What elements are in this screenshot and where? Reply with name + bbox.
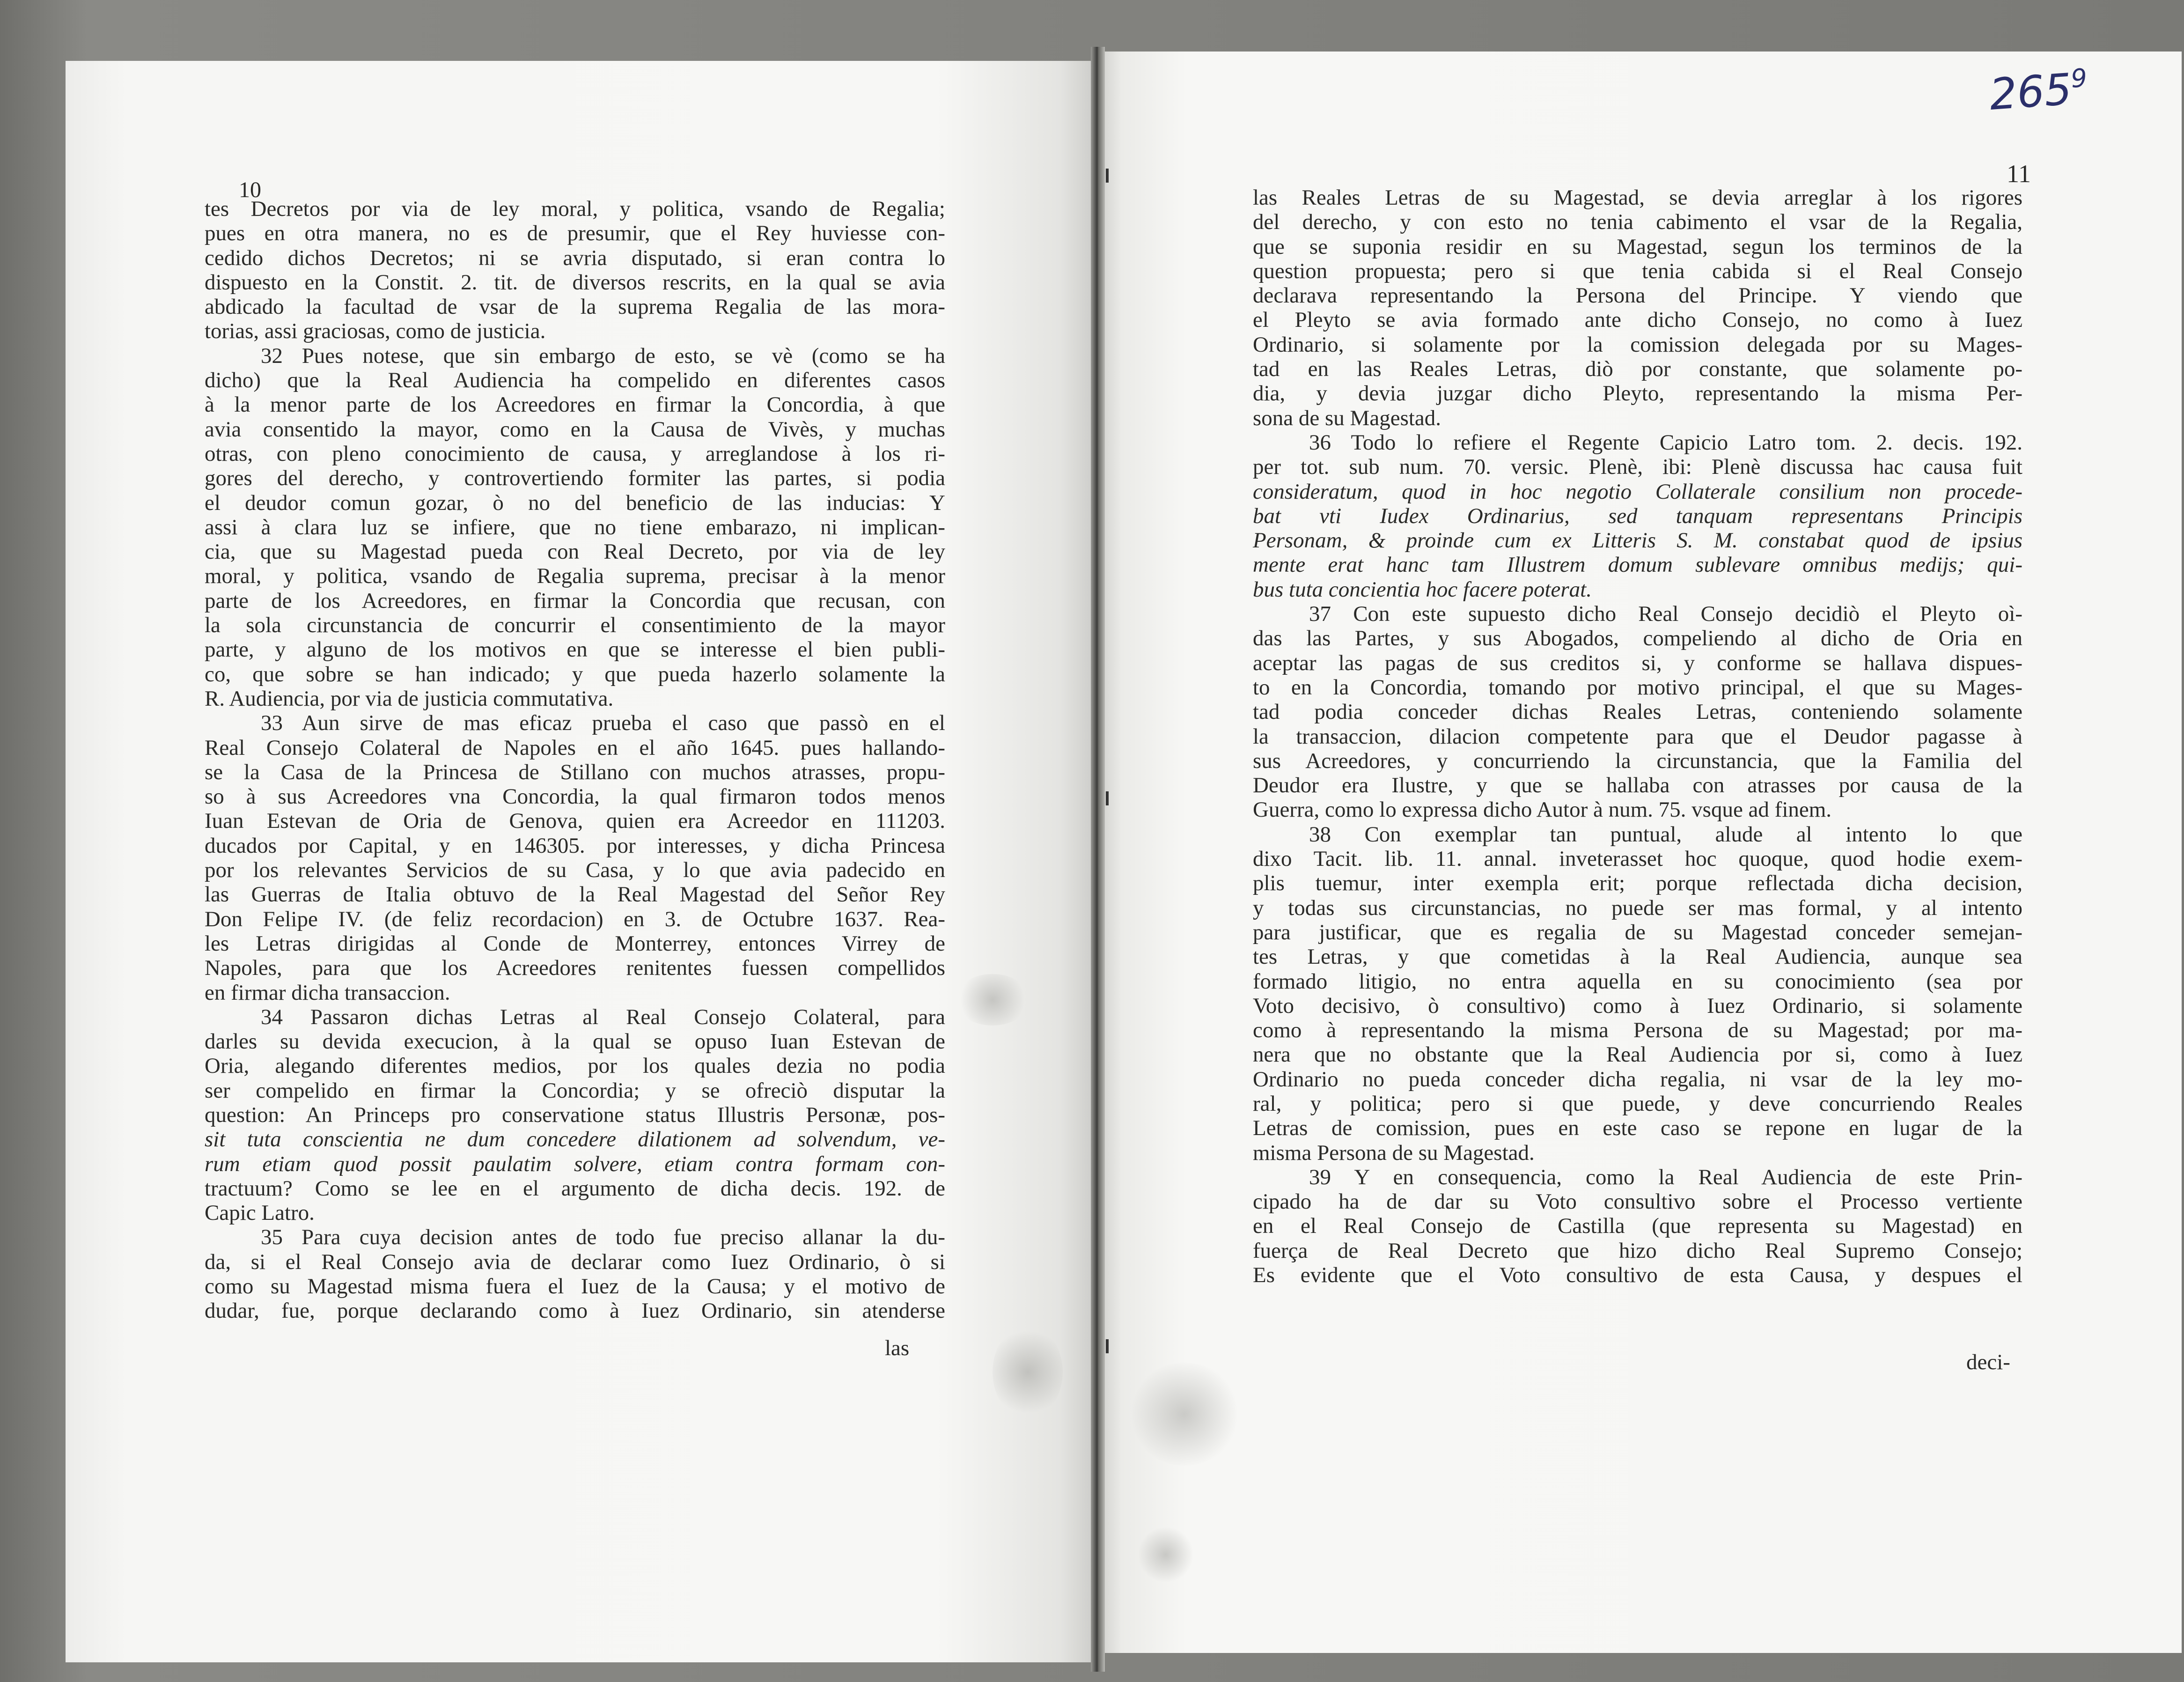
text-line: nera que no obstante que la Real Audiencia por si, como à Iuez — [1253, 1042, 2022, 1067]
text-line: misma Persona de su Magestad. — [1253, 1140, 1535, 1165]
text-line: les Letras dirigidas al Conde de Monterrey, entonces Virrey de — [205, 931, 945, 956]
text-line: co, que sobre se han indicado; y que pueda hazerlo solamente la — [205, 662, 945, 686]
stain — [955, 974, 1030, 1025]
latin-text-line: rum etiam quod possit paulatim solvere, etiam contra formam con- — [205, 1151, 945, 1176]
text-line: y todas sus circunstancias, no puede ser mas formal, y al intento — [1253, 895, 2022, 920]
text-line: to en la Concordia, tomando por motivo principal, el que su Mages- — [1253, 675, 2022, 700]
archive-folio-number: 265 — [1988, 64, 2074, 120]
text-line: aceptar las pagas de sus creditos si, y conforme se hallava dispues- — [1253, 650, 2022, 675]
text-line: dispuesto en la Constit. 2. tit. de diversos rescrits, en la qual se avia — [205, 270, 945, 295]
spine-mark — [1106, 169, 1109, 183]
text-line: question: An Princeps pro conservatione status Illustris Personæ, pos- — [205, 1102, 945, 1127]
latin-text-line: bat vti Iudex Ordinarius, sed tanquam representans Principis — [1253, 503, 2022, 528]
text-line: cia, que su Magestad pueda con Real Decreto, por via de ley — [205, 539, 945, 564]
text-line: question propuesta; pero si que tenia cabida si el Real Consejo — [1253, 258, 2022, 283]
archive-folio-stamp — [1988, 61, 2113, 126]
text-line: formado litigio, no entra aquella en su conocimiento (sea por — [1253, 969, 2022, 994]
text-line: à la menor parte de los Acreedores en firmar la Concordia, à que — [205, 392, 945, 417]
text-line: Es evidente que el Voto consultivo de esta Causa, y despues el — [1253, 1263, 2022, 1288]
paragraph-start: 34 Passaron dichas Letras al Real Consejo Colateral, para — [261, 1004, 945, 1029]
text-line: Real Consejo Colateral de Napoles en el año 1645. pues hallando- — [205, 735, 945, 760]
text-line: Voto decisivo, ò consultivo) como à Iuez Ordinario, si solamente — [1253, 993, 2022, 1018]
text-line: assi à clara luz se infiere, que no tiene embarazo, ni implican- — [205, 515, 945, 539]
text-line: tes Decretos por via de ley moral, y politica, vsando de Regalia; — [205, 197, 945, 221]
text-line: gores del derecho, y controvertiendo formiter las partes, si podia — [205, 466, 945, 491]
text-line: sona de su Magestad. — [1253, 406, 1441, 430]
text-line: avia consentido la mayor, como en la Causa de Vivès, y muchas — [205, 417, 945, 442]
book-gutter — [1091, 47, 1105, 1672]
spine-mark — [1106, 791, 1109, 805]
text-line: la transaccion, dilacion competente para que el Deudor pagasse à — [1253, 724, 2022, 749]
catchword: las — [885, 1336, 910, 1360]
archive-folio-extra: 9 — [2070, 63, 2088, 94]
latin-text-line: mente erat hanc tam Illustrem domum sublevare omnibus medijs; qui- — [1253, 553, 2022, 577]
text-line: en el Real Consejo de Castilla (que representa su Magestad) en — [1253, 1214, 2022, 1239]
text-line: dixo Tacit. lib. 11. annal. inveterasset hoc quoque, quod hodie exem- — [1253, 847, 2022, 871]
latin-text-line: consideratum, quod in hoc negotio Collaterale consilium non procede- — [1253, 479, 2022, 504]
text-line: pues en otra manera, no es de presumir, que el Rey huviesse con- — [205, 221, 945, 246]
left-page-text — [205, 197, 945, 1323]
text-line: como su Magestad misma fuera el Iuez de la Causa; y el motivo de — [205, 1274, 945, 1299]
paragraph-start: 33 Aun sirve de mas eficaz prueba el caso que passò en el — [261, 711, 945, 736]
text-line: en firmar dicha transaccion. — [205, 980, 450, 1005]
text-line: Ordinario, si solamente por la comission delegada por su Mages- — [1253, 332, 2022, 357]
text-line: del derecho, y con esto no tenia cabimento el vsar de la Regalia, — [1253, 210, 2022, 235]
text-line: Letras de comission, pues en este caso se repone en lugar de la — [1253, 1116, 2022, 1141]
text-line: declarava representando la Persona del Principe. Y viendo que — [1253, 283, 2022, 308]
text-line: para justificar, que es regalia de su Magestad conceder semejan- — [1253, 920, 2022, 944]
text-line: el deudor comun gozar, ò no del beneficio de las inducias: Y — [205, 490, 945, 515]
text-line: ser compelido en firmar la Concordia; y se ofreciò disputar la — [205, 1078, 945, 1103]
text-line: tractuum? Como se lee en el argumento de dicha decis. 192. de — [205, 1176, 945, 1201]
text-line: como à representando la misma Persona de su Magestad; por ma- — [1253, 1018, 2022, 1043]
text-line: fuerça de Real Decreto que hizo dicho Real Supremo Consejo; — [1253, 1238, 2022, 1263]
text-line: la sola circunstancia de concurrir el consentimiento de la mayor — [205, 613, 945, 638]
text-line: tad en las Reales Letras, diò por constante, que solamente po- — [1253, 357, 2022, 382]
paragraph-start: 35 Para cuya decision antes de todo fue preciso allanar la du- — [261, 1225, 945, 1250]
text-line: las Guerras de Italia obtuvo de la Real Magestad del Señor Rey — [205, 882, 945, 907]
paragraph-start: 39 Y en consequencia, como la Real Audiencia de este Prin- — [1309, 1165, 2022, 1189]
text-line: R. Audiencia, por via de justicia commutativa. — [205, 686, 614, 711]
text-line: Iuan Estevan de Oria de Genova, quien era Acreedor en 111203. — [205, 809, 945, 834]
text-line: Guerra, como lo expressa dicho Autor à num. 75. vsque ad finem. — [1253, 797, 1832, 822]
text-line: Ordinario no pueda conceder dicha regalia, ni vsar de la ley mo- — [1253, 1067, 2022, 1092]
text-line: sus Acreedores, y concurriendo la circunstancia, que la Familia del — [1253, 748, 2022, 773]
text-line: ducados por Capital, y en 146305. por interesses, y dicha Princesa — [205, 833, 945, 858]
text-line: dia, y devia juzgar dicho Pleyto, representando la misma Per- — [1253, 381, 2022, 406]
text-line: per tot. sub num. 70. versic. Plenè, ibi: Plenè discussa hac causa fuit — [1253, 455, 2022, 480]
text-line: das las Partes, y sus Abogados, compeliendo al dicho de Oria en — [1253, 626, 2022, 651]
text-line: las Reales Letras de su Magestad, se devia arreglar à los rigores — [1253, 185, 2022, 210]
text-line: tes Letras, y que cometidas à la Real Audiencia, aunque sea — [1253, 944, 2022, 969]
text-line: parte, y alguno de los motivos en que se interesse el bien publi- — [205, 637, 945, 662]
text-line: parte de los Acreedores, en firmar la Concordia que recusan, con — [205, 588, 945, 613]
text-line: tad podia conceder dichas Reales Letras, conteniendo solamente — [1253, 700, 2022, 724]
latin-text-line: sit tuta conscientia ne dum concedere dilationem ad solvendum, ve- — [205, 1127, 945, 1152]
text-line: el Pleyto se avia formado ante dicho Consejo, no como à Iuez — [1253, 308, 2022, 332]
text-line: que se suponia residir en su Magestad, segun los terminos de la — [1253, 234, 2022, 259]
text-line: Deudor era Ilustre, y que se hallaba con atrasses por causa de la — [1253, 773, 2022, 798]
left-page-number: 10 — [239, 177, 261, 202]
latin-text-line: Personam, & proinde cum ex Litteris S. M. constabat quod de ipsius — [1253, 528, 2022, 553]
stain — [993, 1325, 1063, 1419]
text-line: Oria, alegando diferentes medios, por los quales dezia no podia — [205, 1054, 945, 1078]
latin-text-line: bus tuta concientia hoc facere poterat. — [1253, 577, 1592, 602]
right-page-number: 11 — [2007, 160, 2031, 188]
text-line: se la Casa de la Princesa de Stillano con muchos atrasses, propu- — [205, 760, 945, 784]
text-line: so à sus Acreedores vna Concordia, la qual firmaron todos menos — [205, 784, 945, 809]
text-line: darles su devida execucion, à la qual se opuso Iuan Estevan de — [205, 1029, 945, 1054]
text-line: cipado ha de dar su Voto consultivo sobre el Processo vertiente — [1253, 1189, 2022, 1214]
text-line: torias, assi graciosas, como de justicia. — [205, 319, 546, 344]
text-line: por los relevantes Servicios de su Casa, y lo que avia padecido en — [205, 858, 945, 883]
stain — [1138, 1527, 1194, 1583]
text-line: otras, con pleno conocimiento de causa, y arreglandose à los ri- — [205, 441, 945, 466]
stain — [1128, 1363, 1241, 1466]
text-line: ral, y politica; pero si que puede, y deve concurriendo Reales — [1253, 1091, 2022, 1116]
catchword: deci- — [1966, 1350, 2010, 1374]
text-line: da, si el Real Consejo avia de declarar como Iuez Ordinario, ò si — [205, 1249, 945, 1274]
text-line: moral, y politica, vsando de Regalia suprema, precisar à la menor — [205, 564, 945, 589]
text-line: plis tuemur, inter exempla erit; porque reflectada dicha decision, — [1253, 871, 2022, 896]
text-line: abdicado la facultad de vsar de la suprema Regalia de las mora- — [205, 295, 945, 319]
text-line: dicho) que la Real Audiencia ha compelido en diferentes casos — [205, 368, 945, 393]
text-line: Napoles, para que los Acreedores renitentes fuessen compellidos — [205, 956, 945, 981]
right-page-text — [1253, 185, 2022, 1287]
text-line: cedido dichos Decretos; ni se avria disputado, si eran contra lo — [205, 245, 945, 270]
paragraph-start: 32 Pues notese, que sin embargo de esto, se vè (como se ha — [261, 343, 945, 368]
spine-mark — [1106, 1339, 1109, 1353]
paragraph-start: 38 Con exemplar tan puntual, alude al intento lo que — [1309, 822, 2022, 847]
text-line: dudar, fue, porque declarando como à Iuez Ordinario, sin atenderse — [205, 1298, 945, 1323]
paragraph-start: 37 Con este supuesto dicho Real Consejo decidiò el Pleyto oì- — [1309, 602, 2022, 627]
text-line: Capic Latro. — [205, 1201, 315, 1225]
paragraph-start: 36 Todo lo refiere el Regente Capicio Latro tom. 2. decis. 192. — [1309, 430, 2022, 455]
text-line: Don Felipe IV. (de feliz recordacion) en 3. de Octubre 1637. Rea- — [205, 907, 945, 931]
